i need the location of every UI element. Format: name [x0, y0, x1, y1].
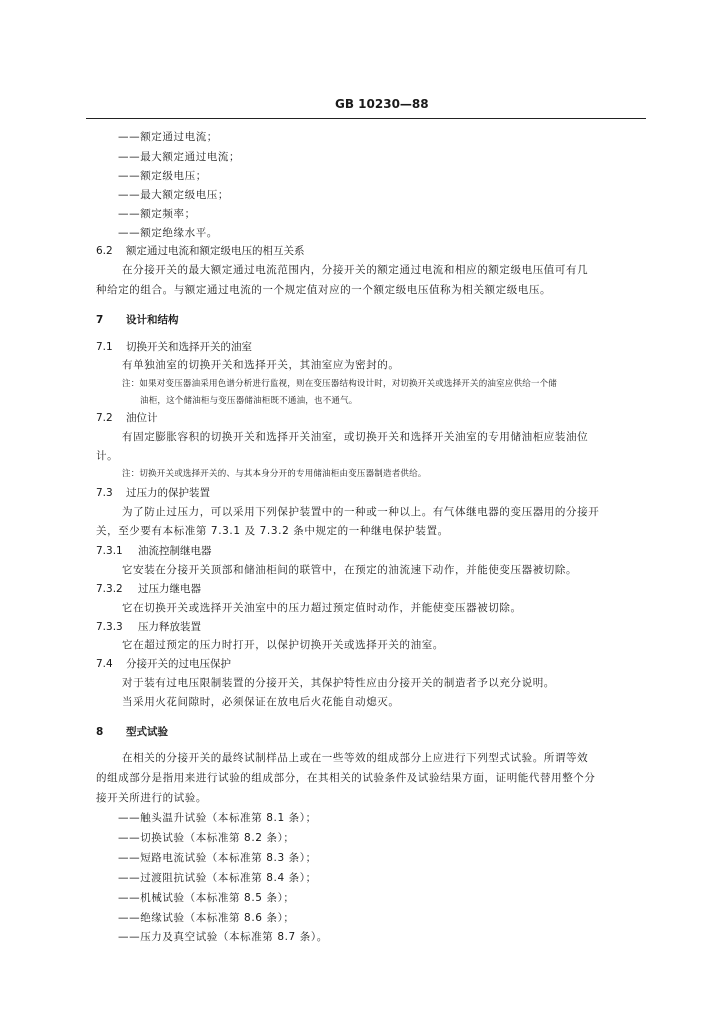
section-7-3-1-heading: [96, 543, 212, 559]
list-item: ——触头温升试验（本标准第 8.1 条）；: [118, 812, 317, 824]
list-item: ——额定级电压；: [118, 170, 207, 182]
section-7-heading: [96, 312, 179, 328]
paragraph-line: 当采用火花间隙时，必须保证在放电后火花能自动熄灭。: [122, 696, 400, 708]
section-title: 型式试验: [126, 726, 168, 738]
paragraph-line: 在分接开关的最大额定通过电流范围内，分接开关的额定通过电流和相应的额定级电压值可有几: [122, 264, 589, 276]
section-number: 7.3.1: [96, 545, 123, 557]
paragraph-line: 的组成部分是指用来进行试验的组成部分，在其相关的试验条件及试验结果方面，证明能代替用整个分: [96, 772, 596, 784]
paragraph-line: 种给定的组合。与额定通过电流的一个规定值对应的一个额定级电压值称为相关额定级电压。: [96, 284, 552, 296]
list-item: ——额定频率；: [118, 208, 196, 220]
list-item: ——切换试验（本标准第 8.2 条）；: [118, 832, 295, 844]
section-title: 油流控制继电器: [138, 545, 212, 557]
section-number: 7.3.3: [96, 621, 123, 633]
paragraph-line: 计。: [96, 450, 119, 462]
list-item: ——压力及真空试验（本标准第 8.7 条）。: [118, 931, 328, 943]
section-number: 7.2: [96, 412, 113, 424]
paragraph-line: 接开关所进行的试验。: [96, 792, 207, 804]
paragraph-line: 它在超过预定的压力时打开，以保护切换开关或选择开关的油室。: [122, 639, 444, 651]
list-item: ——短路电流试验（本标准第 8.3 条）；: [118, 852, 317, 864]
section-6-2-heading: [96, 243, 305, 259]
paragraph-line: 它在切换开关或选择开关油室中的压力超过预定值时动作，并能使变压器被切除。: [122, 602, 522, 614]
section-number: 6.2: [96, 245, 113, 257]
list-item: ——最大额定通过电流；: [118, 151, 241, 163]
paragraph-line: 有固定膨胀容积的切换开关和选择开关油室，或切换开关和选择开关油室的专用储油柜应装油位: [122, 431, 589, 443]
paragraph-line: 它安装在分接开关顶部和储油柜间的联管中，在预定的油流速下动作，并能使变压器被切除。: [122, 564, 578, 576]
paragraph-line: 有单独油室的切换开关和选择开关，其油室应为密封的。: [122, 359, 400, 371]
section-title: 过压力的保护装置: [126, 487, 210, 499]
section-number: 7: [96, 314, 104, 326]
list-item: ——机械试验（本标准第 8.5 条）；: [118, 892, 295, 904]
section-7-2-heading: [96, 410, 158, 426]
document-header-code: GB 10230—88: [335, 97, 429, 111]
section-7-4-heading: [96, 656, 231, 672]
section-7-3-3-heading: [96, 619, 201, 635]
section-number: 7.1: [96, 341, 113, 353]
paragraph-line: 关，至少要有本标准第 7.3.1 及 7.3.2 条中规定的一种继电保护装置。: [96, 525, 449, 537]
section-number: 7.3.2: [96, 583, 123, 595]
section-title: 切换开关和选择开关的油室: [126, 341, 252, 353]
section-title: 过压力继电器: [138, 583, 201, 595]
list-item: ——过渡阻抗试验（本标准第 8.4 条）；: [118, 872, 317, 884]
section-7-1-heading: [96, 339, 252, 355]
paragraph-line: 在相关的分接开关的最终试制样品上或在一些等效的组成部分上应进行下列型式试验。所谓等效: [122, 752, 589, 764]
header-rule: [86, 118, 646, 119]
list-item: ——最大额定级电压；: [118, 189, 229, 201]
section-7-3-2-heading: [96, 581, 201, 597]
section-title: 额定通过电流和额定级电压的相互关系: [126, 245, 305, 257]
section-title: 压力释放装置: [138, 621, 201, 633]
section-title: 油位计: [126, 412, 158, 424]
section-7-3-heading: [96, 485, 210, 501]
note-line: 注：如果对变压器油采用色谱分析进行监视，则在变压器结构设计时，对切换开关或选择开关的油室应供给一个储: [122, 379, 558, 389]
section-number: 8: [96, 726, 104, 738]
paragraph-line: 对于装有过电压限制装置的分接开关，其保护特性应由分接开关的制造者予以充分说明。: [122, 677, 555, 689]
section-title: 分接开关的过电压保护: [126, 658, 231, 670]
paragraph-line: 为了防止过压力，可以采用下列保护装置中的一种或一种以上。有气体继电器的变压器用的分接开: [122, 506, 600, 518]
list-item: ——额定通过电流；: [118, 131, 218, 143]
section-title: 设计和结构: [126, 314, 179, 326]
section-number: 7.3: [96, 487, 113, 499]
section-number: 7.4: [96, 658, 113, 670]
section-8-heading: [96, 724, 168, 740]
note-line: 油柜，这个储油柜与变压器储油柜既不通油，也不通气。: [140, 396, 358, 406]
list-item: ——绝缘试验（本标准第 8.6 条）；: [118, 912, 295, 924]
list-item: ——额定绝缘水平。: [118, 227, 218, 239]
note-line: 注：切换开关或选择开关的、与其本身分开的专用储油柜由变压器制造者供给。: [122, 469, 427, 479]
